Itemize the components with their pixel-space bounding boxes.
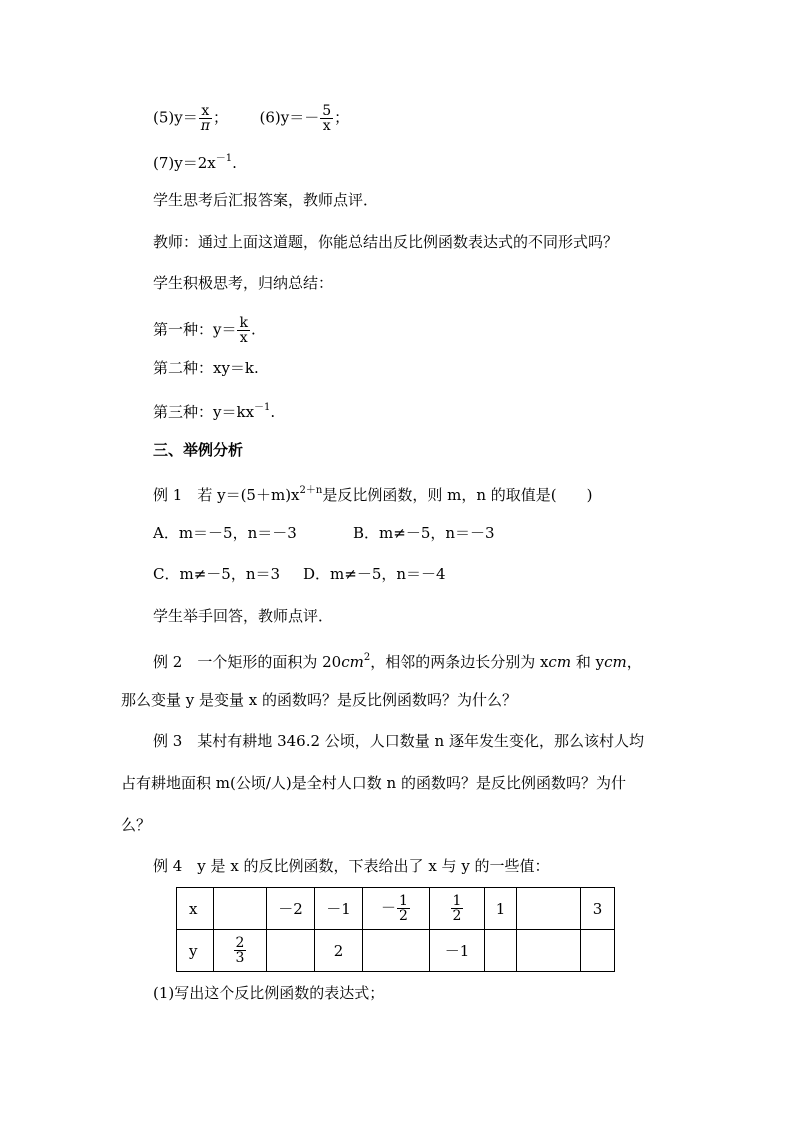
table-header-x: x (177, 888, 214, 930)
table-cell: －1 (315, 888, 363, 930)
table-cell (517, 888, 581, 930)
form-1-prefix: 第一种：y＝ (153, 320, 237, 339)
denominator: π (200, 118, 210, 134)
table-cell: － $\frac{1}{2}$ (363, 888, 430, 930)
exponent: －1 (254, 402, 271, 413)
period: . (250, 320, 256, 339)
formula-7-text: (7)y＝2x (153, 154, 216, 172)
example-3-line-2: 占有耕地面积 m(公顷/人)是全村人口数 n 的函数吗？是反比例函数吗？为什 (121, 774, 626, 792)
formula-line-7 (153, 149, 237, 173)
form-3 (153, 398, 275, 422)
example-2-text-c: 和 y (571, 653, 605, 671)
table-cell: 2 (315, 930, 363, 972)
table-cell: 1 (485, 888, 517, 930)
option-a: A．m＝－5，n＝－3 (153, 524, 297, 542)
numerator: x (201, 103, 210, 119)
unit: cm (604, 653, 627, 671)
example-1-text-a: 若 y＝(5＋m)x (197, 486, 300, 504)
exponent: 2＋n (299, 485, 323, 496)
example-2-line-1 (153, 648, 642, 672)
separator: ； (212, 108, 228, 127)
exponent: －1 (215, 153, 233, 164)
option-c: C．m≠－5，n＝3 (153, 565, 281, 583)
fraction-x-over-pi (199, 104, 212, 133)
table-cell (485, 930, 517, 972)
example-label: 例 2 (153, 653, 183, 671)
formula-5-prefix: (5)y＝ (153, 108, 198, 127)
table-cell (517, 930, 581, 972)
paragraph-students-2: 学生积极思考，归纳总结： (153, 274, 334, 292)
option-b: B．m≠－5，n＝－3 (353, 524, 495, 542)
option-d: D．m≠－5，n＝－4 (303, 565, 446, 583)
form-1 (153, 316, 256, 345)
table-cell: 3 (581, 888, 615, 930)
period: . (270, 403, 276, 421)
example-label: 例 1 (153, 486, 183, 504)
formula-6-prefix: (6)y＝－ (259, 108, 320, 127)
example-2-text-b: ，相邻的两条边长分别为 x (370, 653, 549, 671)
form-2: 第二种：xy＝k. (153, 359, 259, 377)
form-3-text: 第三种：y＝kx (153, 403, 255, 421)
example-3-line-3: 么？ (121, 816, 152, 834)
numerator: 5 (322, 103, 332, 119)
separator: ； (334, 108, 350, 127)
fraction-k-over-x (237, 316, 249, 345)
example-1-text-b: 是反比例函数，则 m，n 的取值是( ) (322, 486, 593, 504)
value-table (176, 887, 615, 972)
table-cell (363, 930, 430, 972)
paragraph-teacher: 教师：通过上面这道题，你能总结出反比例函数表达式的不同形式吗？ (153, 233, 619, 251)
example-2-line-2: 那么变量 y 是变量 x 的函数吗？是反比例函数吗？为什么？ (121, 691, 518, 709)
table-row-y (177, 930, 615, 972)
period: . (232, 154, 237, 172)
table-cell: －2 (267, 888, 315, 930)
unit: cm (548, 653, 572, 671)
table-cell: －1 (430, 930, 485, 972)
table-cell: $\frac{2}{3}$ (214, 930, 267, 972)
unit: cm (341, 653, 364, 671)
example-2-text-a: 一个矩形的面积为 20 (197, 653, 342, 671)
exponent: 2 (363, 652, 371, 663)
table-cell: $\frac{1}{2}$ (430, 888, 485, 930)
fraction-5-over-x (320, 104, 333, 133)
example-1 (153, 481, 592, 505)
example-3-line-1: 例 3 某村有耕地 346.2 公顷，人口数量 n 逐年发生变化，那么该村人均 (153, 732, 644, 750)
table-header-y: y (177, 930, 214, 972)
section-heading: 三、举例分析 (153, 441, 244, 459)
paragraph-students-3: 学生举手回答，教师点评． (153, 607, 334, 625)
paragraph-students-1: 学生思考后汇报答案，教师点评． (153, 191, 379, 209)
table-row-x (177, 888, 615, 930)
denominator: x (237, 330, 249, 345)
numerator: k (239, 315, 248, 331)
table-cell (581, 930, 615, 972)
table-cell (214, 888, 267, 930)
question-1: (1)写出这个反比例函数的表达式； (153, 984, 385, 1002)
formula-line-5-6 (153, 104, 349, 133)
example-2-text-d: ， (626, 653, 642, 671)
denominator: x (320, 118, 333, 133)
table-cell (267, 930, 315, 972)
example-4: 例 4 y 是 x 的反比例函数，下表给出了 x 与 y 的一些值： (153, 857, 550, 875)
